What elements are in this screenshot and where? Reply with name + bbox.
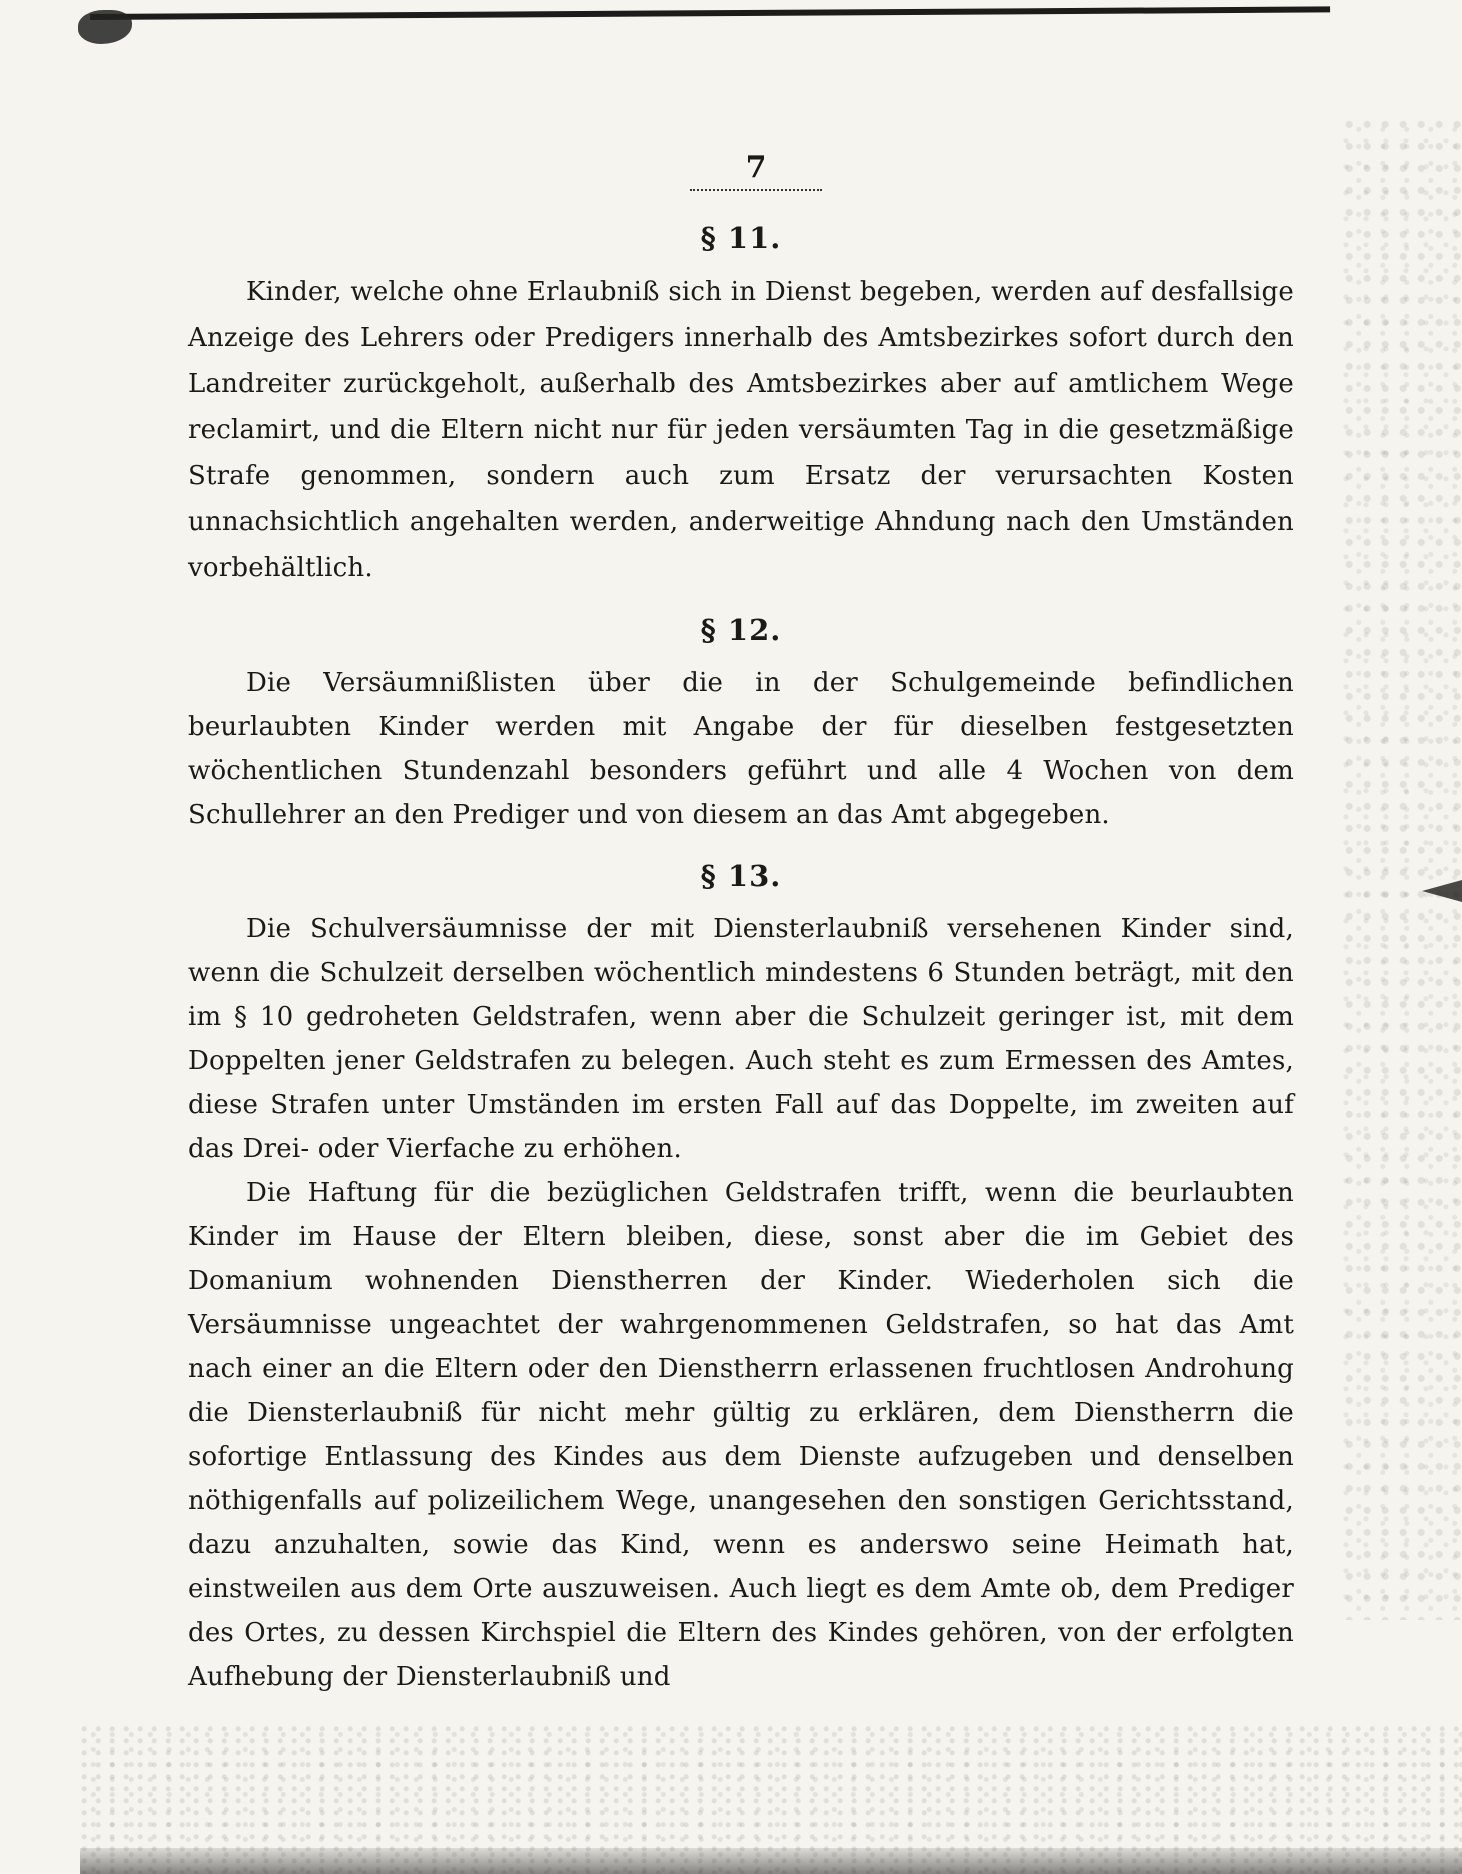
scan-noise-right: [1342, 120, 1462, 1620]
paragraph: Kinder, welche ohne Erlaubniß sich in Dienst begeben, werden auf desfallsige Anzeige des Lehrers oder Predigers innerhalb des Amtsbezirkes sofort durch den Landreiter zurückgeholt, außerhalb des Amtsbezirkes aber auf amtlichem Wege reclamirt, und die Eltern nicht nur für jeden versäumten Tag in die gesetzmäßige Strafe genommen, sondern auch zum Ersatz der verursachten Kosten unnachsichtlich angehalten werden, anderweitige Ahndung nach den Umständen vorbehältlich.: [188, 277, 1294, 583]
section-11: [188, 221, 1294, 591]
scan-smudge: [78, 10, 132, 44]
page-number-rule: [690, 189, 822, 191]
section-heading: § 12.: [700, 613, 782, 647]
section-12: [188, 613, 1294, 837]
paragraph: Die Haftung für die bezüglichen Geldstrafen trifft, wenn die beurlaubten Kinder im Hause der Eltern bleiben, diese, sonst aber die im Gebiet des Domanium wohnenden Dienstherren der Kinder. Wiederholen sich die Versäumnisse ungeachtet der wahrgenommenen Geldstrafen, so hat das Amt nach einer an die Eltern oder den Dienstherrn erlassenen fruchtlosen Androhung die Diensterlaubniß für nicht mehr gültig zu erklären, dem Dienstherrn die sofortige Entlassung des Kindes aus dem Dienste aufzugeben und denselben nöthigenfalls auf polizeilichem Wege, unangesehen den sonstigen Gerichtsstand, dazu anzuhalten, sowie das Kind, wenn es anderswo seine Heimath hat, einstweilen aus dem Orte auszuweisen. Auch liegt es dem Amte ob, dem Prediger des Ortes, zu dessen Kirchspiel die Eltern des Kindes gehören, von der erfolgten Aufhebung der Diensterlaubniß und: [188, 1178, 1294, 1692]
document-body: [188, 150, 1294, 1699]
scan-edge-bar: [90, 0, 1330, 20]
page-number: 7: [745, 150, 767, 185]
section-heading: § 11.: [700, 221, 782, 255]
scan-edge-bottom: [80, 1848, 1462, 1874]
section-heading: § 13.: [700, 859, 782, 893]
section-13: [188, 859, 1294, 1699]
paragraph: Die Schulversäumnisse der mit Diensterlaubniß versehenen Kinder sind, wenn die Schulzeit derselben wöchentlich mindestens 6 Stunden beträgt, mit den im § 10 gedroheten Geldstrafen, wenn aber die Schulzeit geringer ist, mit dem Doppelten jener Geldstrafen zu belegen. Auch steht es zum Ermessen des Amtes, diese Strafen unter Umständen im ersten Fall auf das Doppelte, im zweiten auf das Drei- oder Vierfache zu erhöhen.: [188, 914, 1294, 1164]
paragraph: Die Versäumnißlisten über die in der Schulgemeinde befindlichen beurlaubten Kinder werden mit Angabe der für dieselben festgesetzten wöchentlichen Stundenzahl besonders geführt und alle 4 Wochen von dem Schullehrer an den Prediger und von diesem an das Amt abgegeben.: [188, 668, 1294, 830]
